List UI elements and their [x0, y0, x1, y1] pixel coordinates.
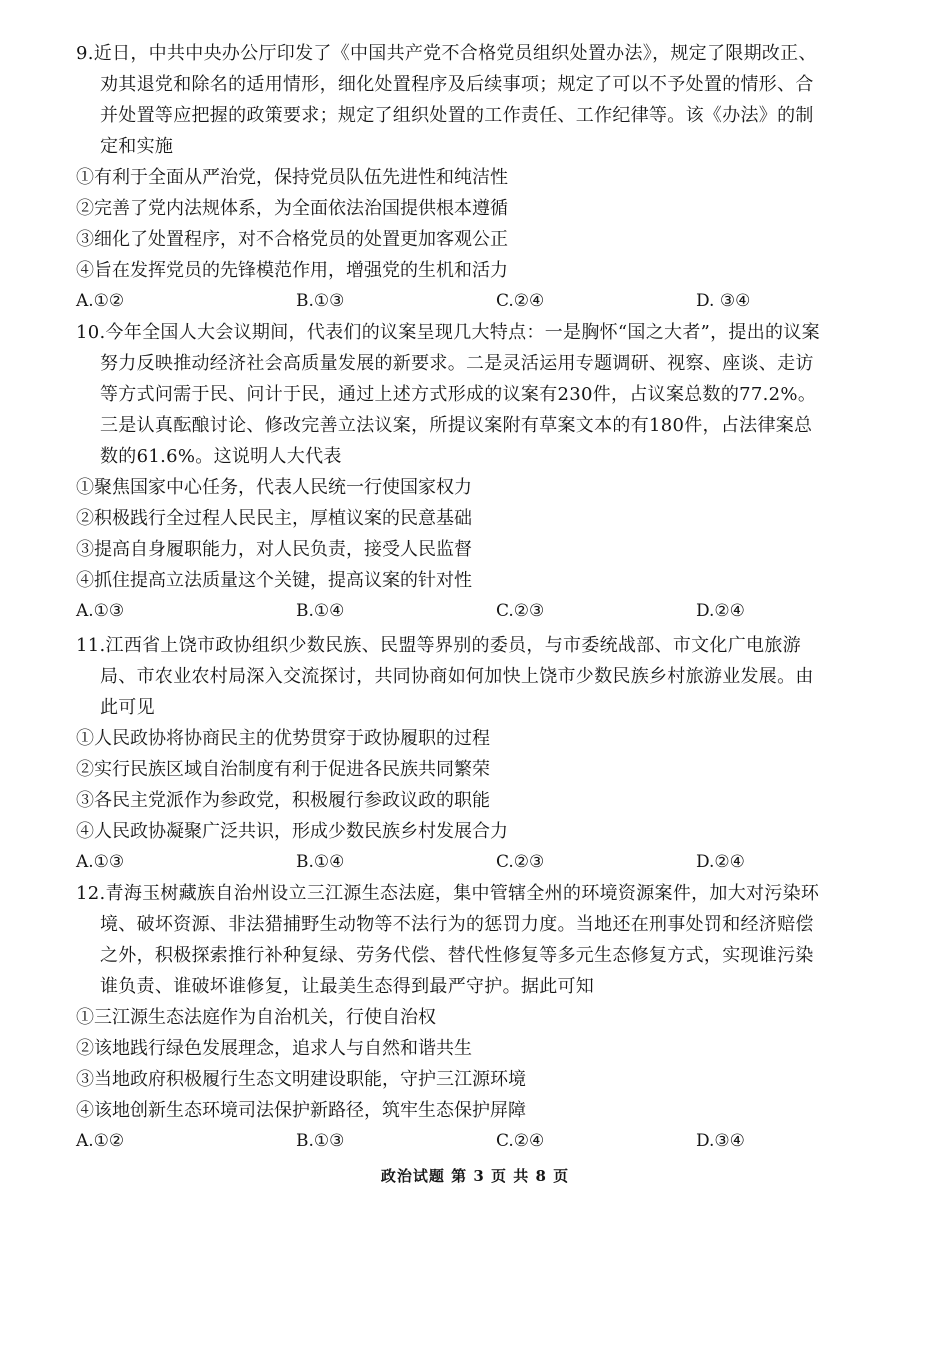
choice-a: A.①③ [76, 852, 125, 872]
question-11 [76, 630, 826, 878]
question-9 [76, 38, 826, 317]
choice-a: A.①② [76, 1131, 125, 1151]
question-stem: 11.江西省上饶市政协组织少数民族、民盟等界别的委员，与市委统战部、市文化广电旅游局、市农业农村局深入交流探讨，共同协商如何加快上饶市少数民族乡村旅游业发展。由此可见 [76, 635, 814, 718]
option-2: ②实行民族区域自治制度有利于促进各民族共同繁荣 [76, 759, 490, 780]
choice-b: B.①③ [296, 1131, 345, 1151]
option-2: ②该地践行绿色发展理念，追求人与自然和谐共生 [76, 1038, 472, 1059]
choice-c: C.②④ [496, 291, 545, 311]
choice-d: D.②④ [696, 601, 745, 621]
choice-d: D.③④ [696, 1131, 745, 1151]
choice-c: C.②④ [496, 1131, 545, 1151]
option-4: ④该地创新生态环境司法保护新路径，筑牢生态保护屏障 [76, 1100, 526, 1121]
question-stem: 9.近日，中共中央办公厅印发了《中国共产党不合格党员组织处置办法》，规定了限期改正、劝其退党和除名的适用情形，细化处置程序及后续事项；规定了可以不予处置的情形、合并处置等应把握的政策要求；规定了组织处置的工作责任、工作纪律等。该《办法》的制定和实施 [76, 43, 817, 157]
option-1: ①聚焦国家中心任务，代表人民统一行使国家权力 [76, 477, 472, 498]
option-2: ②积极践行全过程人民民主，厚植议案的民意基础 [76, 508, 472, 529]
page-footer: 政治试题 第 3 页 共 8 页 [380, 1167, 570, 1185]
choice-a: A.①③ [76, 601, 125, 621]
answer-choices [76, 1126, 826, 1157]
choice-b: B.①④ [296, 601, 345, 621]
option-4: ④抓住提高立法质量这个关键，提高议案的针对性 [76, 570, 472, 591]
question-stem: 10.今年全国人大会议期间，代表们的议案呈现几大特点：一是胸怀“国之大者”，提出的议案努力反映推动经济社会高质量发展的新要求。二是灵活运用专题调研、视察、座谈、走访等方式问需于民、问计于民，通过上述方式形成的议案有230件，占议案总数的77.2%。三是认真酝酿讨论、修改完善立法议案，所提议案附有草案文本的有180件，占法律案总数的61.6%。这说明人大代表 [76, 322, 820, 467]
option-3: ③各民主党派作为参政党，积极履行参政议政的职能 [76, 790, 490, 811]
question-stem: 12.青海玉树藏族自治州设立三江源生态法庭，集中管辖全州的环境资源案件，加大对污染环境、破坏资源、非法猎捕野生动物等不法行为的惩罚力度。当地还在刑事处罚和经济赔偿之外，积极探索推行补种复绿、劳务代偿、替代性修复等多元生态修复方式，实现谁污染谁负责、谁破坏谁修复，让最美生态得到最严守护。据此可知 [76, 883, 820, 997]
answer-choices [76, 847, 826, 878]
choice-d: D. ③④ [696, 291, 751, 311]
choice-b: B.①③ [296, 291, 345, 311]
choice-a: A.①② [76, 291, 125, 311]
option-4: ④人民政协凝聚广泛共识，形成少数民族乡村发展合力 [76, 821, 508, 842]
option-1: ①有利于全面从严治党，保持党员队伍先进性和纯洁性 [76, 167, 508, 188]
option-3: ③提高自身履职能力，对人民负责，接受人民监督 [76, 539, 472, 560]
question-10 [76, 317, 826, 627]
choice-c: C.②③ [496, 852, 545, 872]
choice-c: C.②③ [496, 601, 545, 621]
option-3: ③当地政府积极履行生态文明建设职能，守护三江源环境 [76, 1069, 526, 1090]
answer-choices [76, 286, 826, 317]
choice-d: D.②④ [696, 852, 745, 872]
choice-b: B.①④ [296, 852, 345, 872]
option-1: ①人民政协将协商民主的优势贯穿于政协履职的过程 [76, 728, 490, 749]
option-3: ③细化了处置程序，对不合格党员的处置更加客观公正 [76, 229, 508, 250]
question-12 [76, 878, 826, 1157]
option-2: ②完善了党内法规体系，为全面依法治国提供根本遵循 [76, 198, 508, 219]
option-4: ④旨在发挥党员的先锋模范作用，增强党的生机和活力 [76, 260, 508, 281]
option-1: ①三江源生态法庭作为自治机关，行使自治权 [76, 1007, 436, 1028]
answer-choices [76, 596, 826, 627]
